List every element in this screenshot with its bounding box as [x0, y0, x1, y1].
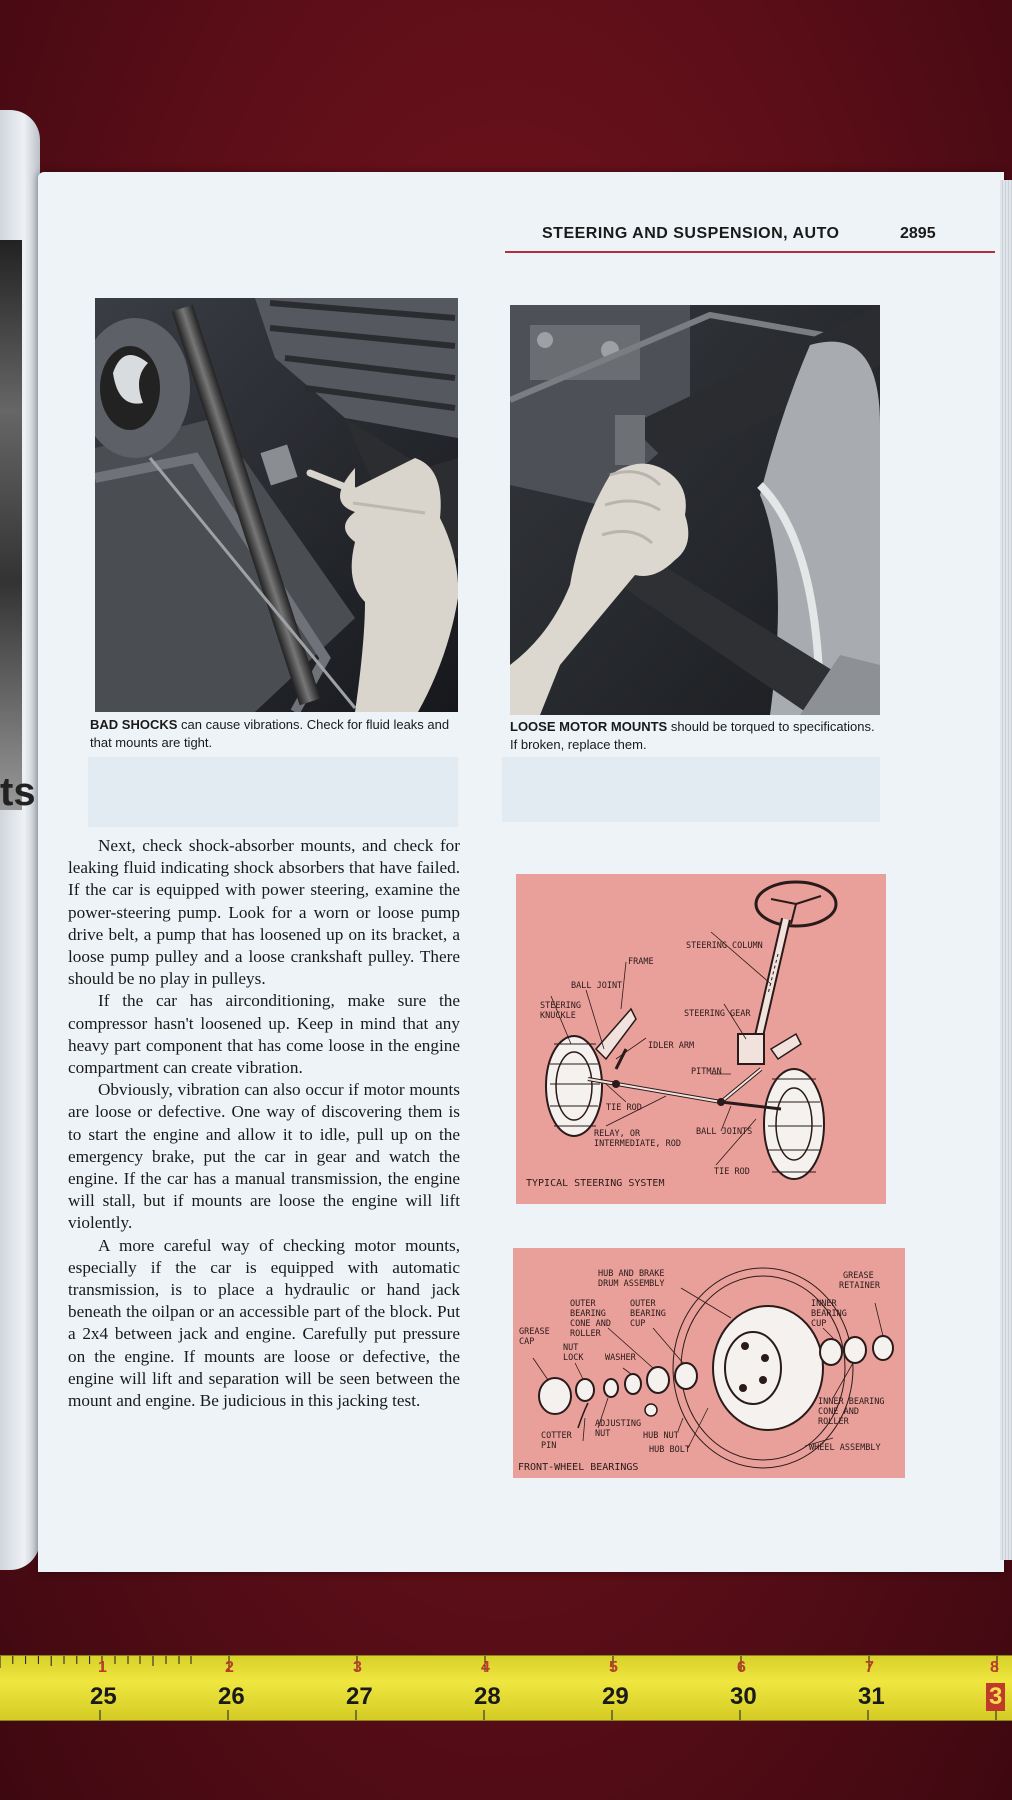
- ruler-inch-label: 6: [737, 1659, 746, 1676]
- diagram-title-steering: TYPICAL STEERING SYSTEM: [526, 1178, 665, 1189]
- label-steering-gear: STEERING GEAR: [684, 1009, 751, 1019]
- ruler-inch-label: 3: [353, 1659, 362, 1676]
- label-hub-drum: DRUM ASSEMBLY: [598, 1279, 665, 1289]
- label-wheel-assembly: WHEEL ASSEMBLY: [809, 1443, 881, 1453]
- label-grease-retainer: GREASE: [843, 1271, 874, 1281]
- label-steering-knuckle: STEERING: [540, 1001, 581, 1011]
- label-hub-nut: HUB NUT: [643, 1431, 679, 1441]
- label-outer-cup: OUTER: [630, 1299, 656, 1309]
- photo-bad-shocks: [95, 298, 458, 712]
- label-grease-cap: GREASE: [519, 1327, 550, 1337]
- ruler-cm-label: 3: [986, 1683, 1005, 1711]
- caption-bad-shocks-bold: BAD SHOCKS: [90, 717, 178, 732]
- label-idler-arm: IDLER ARM: [648, 1041, 695, 1051]
- label-outer-cup: CUP: [630, 1319, 646, 1329]
- ruler-inch-label: 8: [990, 1659, 999, 1676]
- article-body: [68, 835, 460, 1412]
- ruler-cm-label: 28: [474, 1683, 501, 1710]
- ruler-inch-label: 1: [98, 1659, 107, 1676]
- label-grease-cap: CAP: [519, 1337, 535, 1347]
- left-page-photo-strip: [0, 240, 22, 810]
- label-inner-cone: INNER BEARING: [818, 1397, 885, 1407]
- measuring-tape: [0, 1655, 1012, 1721]
- ruler-inch-label: 2: [225, 1659, 234, 1676]
- caption-bad-shocks-text: can cause vibrations. Check for fluid leaks and that mounts are tight.: [90, 717, 450, 750]
- label-steering-knuckle: KNUCKLE: [540, 1011, 576, 1021]
- label-inner-cup: CUP: [811, 1319, 827, 1329]
- caption-loose-motor-mounts-text: should be torqued to specifications. If broken, replace them.: [510, 719, 875, 752]
- label-ball-joints: BALL JOINTS: [696, 1127, 753, 1137]
- header-title: STEERING AND SUSPENSION, AUTO: [542, 225, 840, 242]
- label-tie-rod: TIE ROD: [714, 1167, 750, 1177]
- caption-loose-motor-mounts-bold: LOOSE MOTOR MOUNTS: [510, 719, 668, 734]
- diagram-title-bearings: FRONT-WHEEL BEARINGS: [518, 1462, 639, 1473]
- steering-system-diagram: [516, 874, 886, 1209]
- label-outer-cone: BEARING: [570, 1309, 606, 1319]
- left-page-heading-fragment: ts: [0, 770, 36, 814]
- ruler-cm-label: 29: [602, 1683, 629, 1710]
- label-frame: FRAME: [628, 957, 654, 967]
- ruler-cm-label: 27: [346, 1683, 373, 1710]
- label-washer: WASHER: [605, 1353, 636, 1363]
- label-inner-cup: INNER: [811, 1299, 837, 1309]
- label-adjusting-nut: NUT: [595, 1429, 611, 1439]
- label-outer-cup: BEARING: [630, 1309, 666, 1319]
- bleed-through-area: [88, 757, 458, 827]
- label-ball-joint: BALL JOINT: [571, 981, 623, 991]
- bleed-through-area-right: [502, 757, 880, 822]
- label-cotter-pin: COTTER: [541, 1431, 572, 1441]
- left-page-edge: [0, 110, 40, 1570]
- label-inner-cup: BEARING: [811, 1309, 847, 1319]
- caption-bad-shocks: [90, 716, 462, 752]
- front-wheel-bearings-diagram: [513, 1248, 905, 1483]
- running-header: [505, 215, 995, 253]
- ruler-cm-label: 30: [730, 1683, 757, 1710]
- page-stack-edge: [1000, 180, 1012, 1560]
- label-grease-retainer: RETAINER: [839, 1281, 880, 1291]
- label-outer-cone: ROLLER: [570, 1329, 601, 1339]
- label-nut-lock: LOCK: [563, 1353, 584, 1363]
- label-nut-lock: NUT: [563, 1343, 579, 1353]
- label-relay-rod: INTERMEDIATE, ROD: [594, 1139, 681, 1149]
- label-hub-bolt: HUB BOLT: [649, 1445, 690, 1455]
- label-outer-cone: OUTER: [570, 1299, 596, 1309]
- ruler-inch-label: 4: [481, 1659, 490, 1676]
- label-hub-drum: HUB AND BRAKE: [598, 1269, 665, 1279]
- body-paragraph: Obviously, vibration can also occur if motor mounts are loose or defective. One way of discovering them is to start the engine and allow it to idle, pull up on the emergency brake, put the car in gear and watch the engine. If the car has a manual transmission, the engine will stall, but if mounts are loose the engine will lift violently.: [68, 1080, 460, 1233]
- label-relay-rod: RELAY, OR: [594, 1129, 641, 1139]
- ruler-cm-label: 26: [218, 1683, 245, 1710]
- label-adjusting-nut: ADJUSTING: [595, 1419, 642, 1429]
- body-paragraph: Next, check shock-absorber mounts, and check for leaking fluid indicating shock absorbers that have failed. If the car is equipped with power steering, examine the power-steering pump. Look for a worn or loose pump drive belt, a pump that has loosened up on its bracket, a loose pump pulley and a loose crankshaft pulley. There should be no play in pulleys.: [68, 836, 460, 989]
- label-tie-rod: TIE ROD: [606, 1103, 642, 1113]
- label-inner-cone: CONE AND: [818, 1407, 859, 1417]
- photo-loose-motor-mounts: [510, 305, 880, 715]
- label-steering-column: STEERING COLUMN: [686, 941, 763, 951]
- body-paragraph: A more careful way of checking motor mounts, especially if the car is equipped with automatic transmission, is to place a hydraulic or hand jack beneath the oilpan or an accessible part of the block. Put a 2x4 between jack and engine. Carefully put pressure on the engine. If mounts are loose or defective, the engine will lift and separation will be seen between the mount and engine. Be judicious in this jacking test.: [68, 1235, 460, 1411]
- body-paragraph: If the car has airconditioning, make sure the compressor hasn't loosened up. Keep in mind that any heavy part component that has come loose in the engine compartment can create vibration.: [68, 991, 460, 1078]
- ruler-cm-label: 25: [90, 1683, 117, 1710]
- label-pitman: PITMAN: [691, 1067, 722, 1077]
- label-outer-cone: CONE AND: [570, 1319, 611, 1329]
- label-inner-cone: ROLLER: [818, 1417, 849, 1427]
- label-cotter-pin: PIN: [541, 1441, 557, 1451]
- ruler-inch-label: 5: [609, 1659, 618, 1676]
- page-number: 2895: [900, 225, 936, 242]
- ruler-inch-label: 7: [865, 1659, 874, 1676]
- caption-loose-motor-mounts: [510, 718, 880, 754]
- ruler-cm-label: 31: [858, 1683, 885, 1710]
